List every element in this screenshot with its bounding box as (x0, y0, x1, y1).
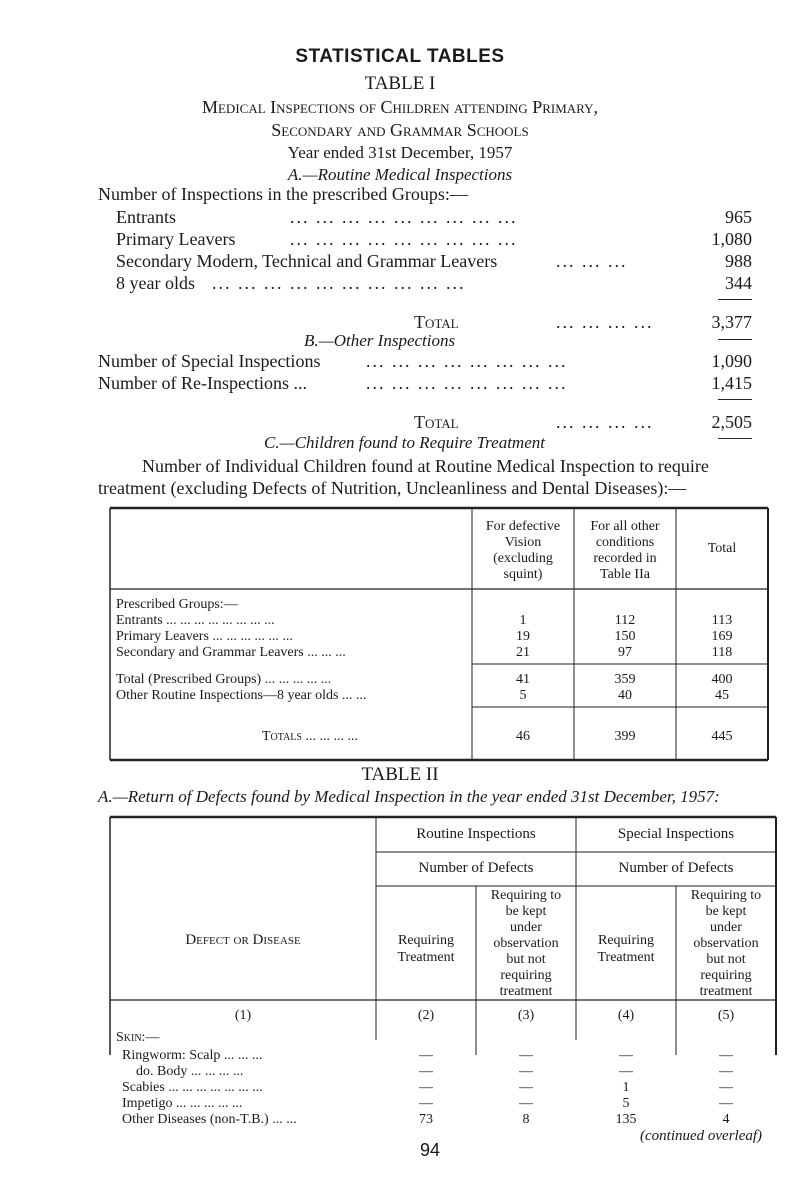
cell: 1 (622, 1080, 630, 1095)
header-line: requiring (500, 968, 552, 983)
table-c-group-label: Prescribed Groups:— (116, 597, 238, 612)
total-value: 3,377 (711, 312, 752, 332)
row-value: 988 (725, 251, 752, 271)
cell: 118 (711, 645, 733, 660)
header-line: requiring (700, 968, 752, 983)
leader-dots: ... ... ... ... ... ... ... ... ... ... (212, 273, 466, 293)
header-line: For defective (485, 519, 561, 534)
cell: 400 (711, 672, 733, 687)
table2-header-req-observation (476, 888, 576, 1000)
cell: 46 (516, 729, 530, 744)
section-c-intro-line2: treatment (excluding Defects of Nutrition, Uncleanliness and Dental Diseases):— (98, 478, 687, 498)
header-line: Treatment (597, 950, 655, 965)
leader-dots: ... ... ... ... ... ... ... ... ... (290, 229, 518, 249)
cell: — (419, 1080, 433, 1095)
table-row-label: Other Routine Inspections—8 year olds ... ... (116, 688, 367, 703)
row-label: Number of Special Inspections (98, 351, 321, 371)
row-label: Scabies ... ... ... ... ... ... ... (122, 1080, 263, 1095)
cell: — (519, 1064, 533, 1079)
table2-header-req-observation-special (676, 888, 776, 1000)
cell: 359 (614, 672, 636, 687)
cell: 4 (722, 1112, 730, 1127)
header-line: Vision (504, 535, 542, 550)
row-label: Impetigo ... ... ... ... ... (122, 1096, 243, 1111)
header-line: observation (493, 936, 559, 951)
header-line: Treatment (397, 950, 455, 965)
year-line: Year ended 31st December, 1957 (287, 143, 513, 162)
row-text: Entrants (116, 613, 163, 628)
cell: — (419, 1096, 433, 1111)
header-line: Requiring (598, 933, 654, 948)
skin-label: Skin:— (116, 1030, 160, 1045)
cell: — (419, 1064, 433, 1079)
subtitle-line1: Medical Inspections of Children attending Primary, (201, 97, 598, 117)
leader-dots: ... ... ... ... ... ... ... ... ... (290, 207, 518, 227)
page-title: STATISTICAL TABLES (295, 46, 505, 67)
header-line: recorded in (593, 551, 657, 566)
row-value: 1,090 (711, 351, 752, 371)
row-text: Total (Prescribed Groups) (116, 672, 262, 687)
table-row-label: Secondary and Grammar Leavers ... ... ... (116, 645, 346, 660)
cell: — (719, 1048, 733, 1063)
cell: 399 (614, 729, 636, 744)
cell: 169 (711, 629, 733, 644)
cell: 5 (622, 1096, 630, 1111)
leader-dots: ... ... ... ... (556, 312, 654, 332)
row-text: Other Diseases (non-T.B.) ... (122, 1112, 283, 1127)
cell: 5 (519, 688, 527, 703)
row-label: Primary Leavers (116, 229, 236, 249)
table2-number-defects: Number of Defects (418, 860, 534, 876)
cell: 40 (618, 688, 632, 703)
cell: 97 (618, 645, 632, 660)
total-label: Total (414, 312, 459, 332)
row-value: 344 (725, 273, 752, 293)
leader-dots: ... ... ... ... ... ... ... ... (366, 351, 568, 371)
header-line: observation (693, 936, 759, 951)
section-a-heading: A.—Routine Medical Inspections (287, 165, 513, 184)
leader-dots: ... ... ... ... ... ... ... ... (366, 373, 568, 393)
cell: 21 (516, 645, 530, 660)
row-value: 1,080 (711, 229, 752, 249)
cell: 41 (516, 672, 530, 687)
table2-group-special: Special Inspections (617, 826, 735, 842)
header-line: Requiring to (490, 888, 562, 903)
cell: 150 (614, 629, 636, 644)
row-text: Secondary and Grammar Leavers (116, 645, 304, 660)
cell: — (719, 1096, 733, 1111)
table2-group-routine: Routine Inspections (416, 826, 536, 842)
section-a-intro: Number of Inspections in the prescribed Groups:— (98, 184, 468, 204)
cell: 113 (711, 613, 733, 628)
row-label: Other Diseases (non-T.B.) ... ... (122, 1112, 297, 1127)
row-value: 1,415 (711, 373, 752, 393)
table-totals-label: Totals ... ... ... ... (262, 729, 358, 744)
row-label: Ringworm: Scalp ... ... ... (122, 1048, 263, 1063)
cell: — (519, 1096, 533, 1111)
table2-caption: A.—Return of Defects found by Medical Inspection in the year ended 31st December, 1957: (98, 787, 720, 806)
cell: 445 (711, 729, 733, 744)
table-label: TABLE I (364, 73, 436, 94)
row-text: Ringworm: Scalp (122, 1048, 221, 1063)
header-line: conditions (595, 535, 655, 550)
table2-header-req-treatment (376, 932, 476, 966)
row-label: Number of Re-Inspections ... (98, 373, 307, 393)
header-line: be kept (705, 904, 747, 919)
header-line: under (510, 920, 542, 935)
cell: 8 (522, 1112, 530, 1127)
row-text: do. Body ... (136, 1064, 202, 1079)
col-number: (1) (234, 1008, 252, 1023)
cell: 45 (715, 688, 729, 703)
row-text: Primary Leavers (116, 629, 209, 644)
section-c-intro-line1: Number of Individual Children found at Routine Medical Inspection to require (142, 456, 709, 476)
row-label: Secondary Modern, Technical and Grammar Leavers (116, 251, 498, 271)
header-line: Requiring to (690, 888, 762, 903)
leader-dots: ... ... ... (556, 251, 628, 271)
page-number: 94 (420, 1140, 441, 1160)
table2-label: TABLE II (361, 764, 439, 785)
row-label: Entrants (116, 207, 176, 227)
cell: — (419, 1048, 433, 1063)
cell: — (619, 1064, 633, 1079)
header-line: Requiring (398, 933, 454, 948)
section-b-heading: B.—Other Inspections (304, 331, 456, 350)
row-text: Scabies ... (122, 1080, 179, 1095)
table-row-label: Primary Leavers ... ... ... ... ... ... (116, 629, 293, 644)
header-line: under (710, 920, 742, 935)
header-line: treatment (699, 984, 753, 999)
table2-col-defect: Defect or Disease (185, 932, 301, 948)
header-line: Table IIa (600, 567, 650, 582)
cell: 19 (516, 629, 530, 644)
header-line: be kept (505, 904, 547, 919)
cell: 112 (614, 613, 636, 628)
header-line: squint) (503, 567, 543, 582)
total-label: Total (414, 412, 459, 432)
row-label: 8 year olds (116, 273, 195, 293)
cell: — (719, 1080, 733, 1095)
row-text: Other Routine Inspections—8 year olds (116, 688, 339, 703)
subtitle-line2: Secondary and Grammar Schools (271, 120, 529, 140)
continued-note: (continued overleaf) (640, 1128, 763, 1144)
table-row-label: Total (Prescribed Groups) ... ... ... ... ... (116, 672, 332, 687)
leader-dots: ... ... ... ... (556, 412, 654, 432)
total-value: 2,505 (711, 412, 752, 432)
header-line: but not (706, 952, 746, 967)
cell: 73 (419, 1112, 433, 1127)
col-number: (2) (417, 1008, 435, 1023)
header-line: treatment (499, 984, 553, 999)
section-c-heading: C.—Children found to Require Treatment (264, 433, 545, 452)
col-number: (5) (717, 1008, 735, 1023)
header-line: (excluding (493, 551, 553, 566)
cell: — (719, 1064, 733, 1079)
header-line: For all other (590, 519, 660, 534)
totals-text: Totals (262, 729, 302, 744)
col-number: (3) (517, 1008, 535, 1023)
row-label: do. Body ... ... ... ... (136, 1064, 244, 1079)
col-number: (4) (617, 1008, 635, 1023)
cell: — (519, 1048, 533, 1063)
table-c-header-total: Total (707, 541, 737, 556)
cell: — (619, 1048, 633, 1063)
header-line: but not (506, 952, 546, 967)
cell: — (519, 1080, 533, 1095)
cell: 135 (615, 1112, 637, 1127)
row-text: Impetigo (122, 1096, 173, 1111)
table-row-label: Entrants ... ... ... ... ... ... ... ... (116, 613, 275, 628)
table2-header-req-treatment-special (576, 932, 676, 966)
row-value: 965 (725, 207, 752, 227)
table2-number-defects: Number of Defects (618, 860, 734, 876)
cell: 1 (519, 613, 527, 628)
